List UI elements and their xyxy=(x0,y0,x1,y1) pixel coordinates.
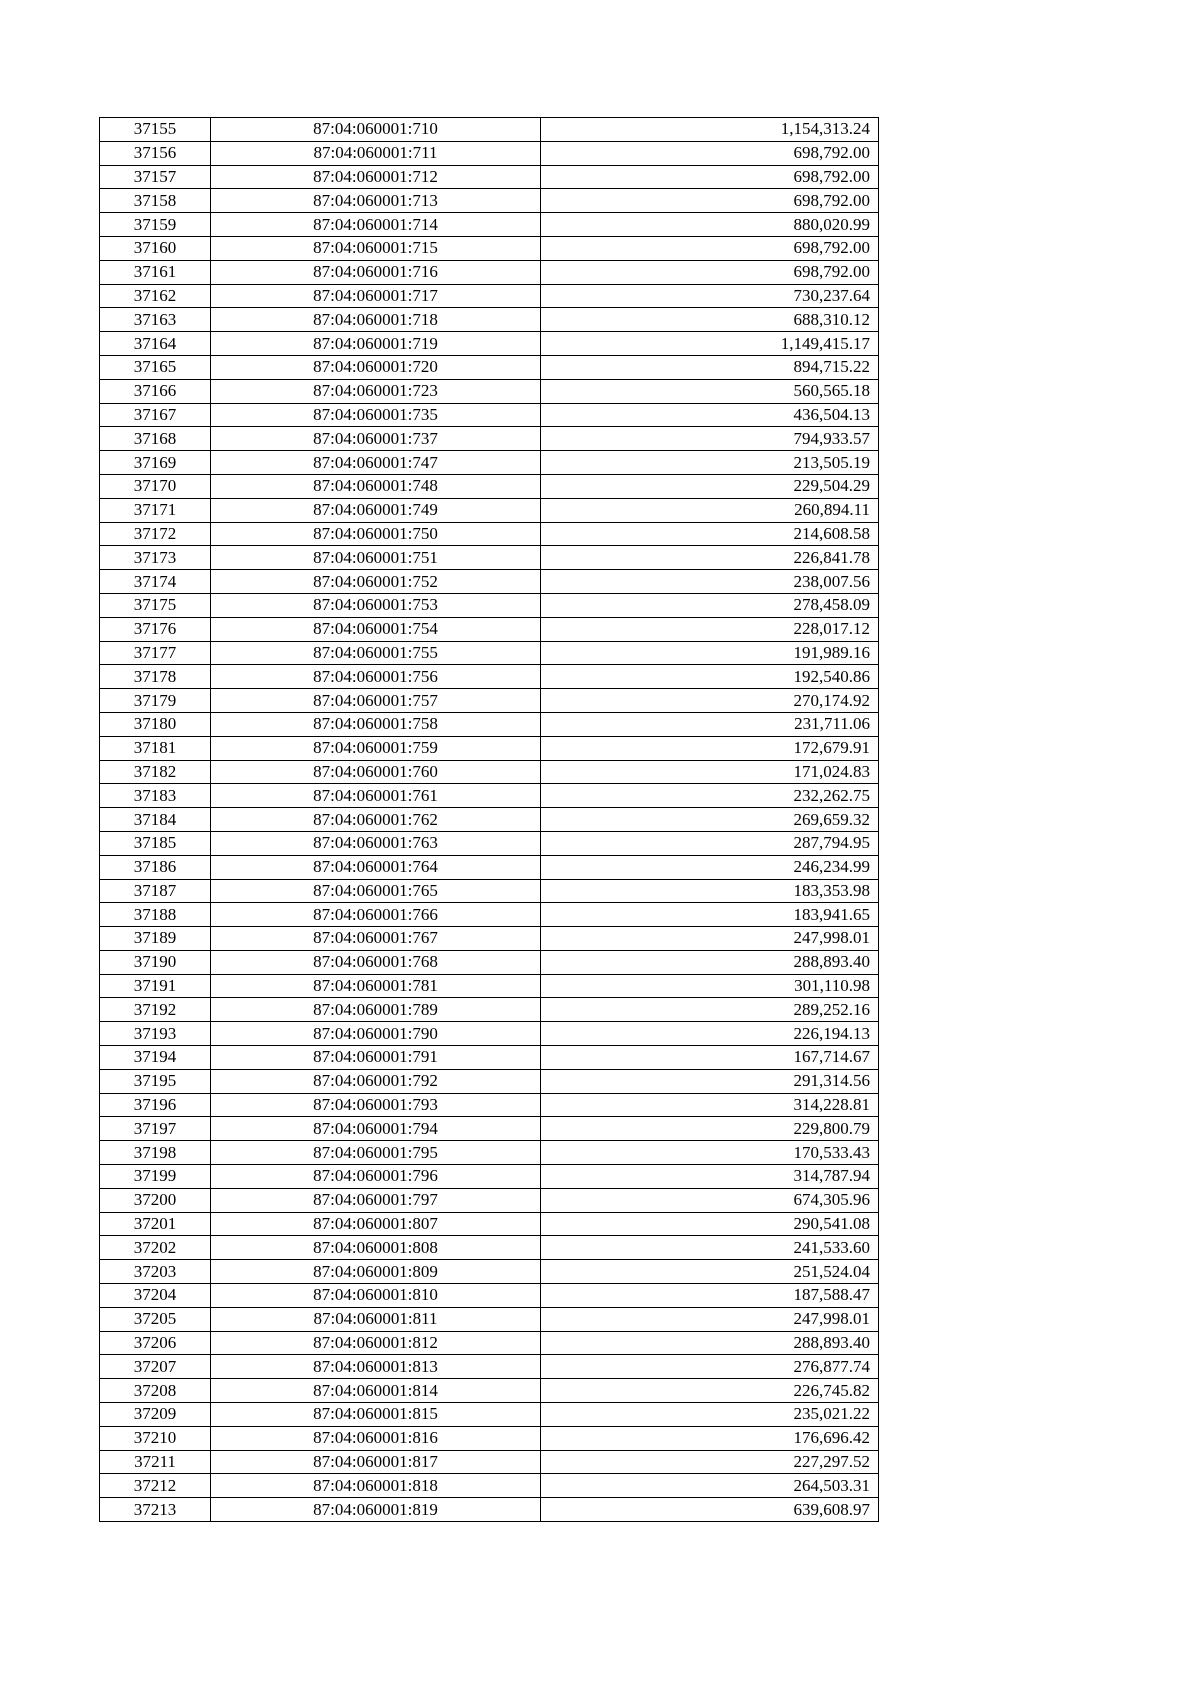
table-row xyxy=(100,1331,879,1355)
cadastral-value: 560,565.18 xyxy=(541,379,879,403)
cadastral-number: 87:04:060001:749 xyxy=(211,498,541,522)
cadastral-number: 87:04:060001:763 xyxy=(211,831,541,855)
cadastral-value: 213,505.19 xyxy=(541,451,879,475)
row-number: 37182 xyxy=(100,760,211,784)
cadastral-number: 87:04:060001:720 xyxy=(211,355,541,379)
cadastral-value: 270,174.92 xyxy=(541,689,879,713)
row-number: 37181 xyxy=(100,736,211,760)
cadastral-value: 639,608.97 xyxy=(541,1498,879,1522)
table-row xyxy=(100,1165,879,1189)
table-row xyxy=(100,474,879,498)
row-number: 37188 xyxy=(100,903,211,927)
cadastral-value: 229,504.29 xyxy=(541,474,879,498)
table-row xyxy=(100,332,879,356)
cadastral-number: 87:04:060001:711 xyxy=(211,141,541,165)
cadastral-value: 314,228.81 xyxy=(541,1093,879,1117)
table-row xyxy=(100,1307,879,1331)
row-number: 37212 xyxy=(100,1474,211,1498)
cadastral-value: 172,679.91 xyxy=(541,736,879,760)
table-row xyxy=(100,403,879,427)
table-row xyxy=(100,1236,879,1260)
cadastral-number: 87:04:060001:767 xyxy=(211,927,541,951)
table-row xyxy=(100,427,879,451)
table-body xyxy=(100,118,879,1522)
table-row xyxy=(100,903,879,927)
cadastral-number: 87:04:060001:818 xyxy=(211,1474,541,1498)
table-row xyxy=(100,689,879,713)
cadastral-number: 87:04:060001:768 xyxy=(211,950,541,974)
table-row xyxy=(100,950,879,974)
cadastral-number: 87:04:060001:791 xyxy=(211,1046,541,1070)
row-number: 37203 xyxy=(100,1260,211,1284)
row-number: 37200 xyxy=(100,1188,211,1212)
cadastral-number: 87:04:060001:811 xyxy=(211,1307,541,1331)
row-number: 37210 xyxy=(100,1426,211,1450)
row-number: 37206 xyxy=(100,1331,211,1355)
cadastral-value: 183,353.98 xyxy=(541,879,879,903)
table-row xyxy=(100,1474,879,1498)
cadastral-value: 226,841.78 xyxy=(541,546,879,570)
table-row xyxy=(100,308,879,332)
row-number: 37177 xyxy=(100,641,211,665)
table-row xyxy=(100,760,879,784)
cadastral-value: 251,524.04 xyxy=(541,1260,879,1284)
row-number: 37156 xyxy=(100,141,211,165)
table-row xyxy=(100,141,879,165)
cadastral-number: 87:04:060001:807 xyxy=(211,1212,541,1236)
cadastral-number: 87:04:060001:765 xyxy=(211,879,541,903)
cadastral-value: 269,659.32 xyxy=(541,808,879,832)
cadastral-number: 87:04:060001:735 xyxy=(211,403,541,427)
table-row xyxy=(100,189,879,213)
row-number: 37213 xyxy=(100,1498,211,1522)
table-row xyxy=(100,498,879,522)
table-row xyxy=(100,1450,879,1474)
cadastral-value: 187,588.47 xyxy=(541,1284,879,1308)
row-number: 37162 xyxy=(100,284,211,308)
cadastral-value: 170,533.43 xyxy=(541,1141,879,1165)
cadastral-number: 87:04:060001:808 xyxy=(211,1236,541,1260)
cadastral-value: 247,998.01 xyxy=(541,927,879,951)
row-number: 37175 xyxy=(100,593,211,617)
table-row xyxy=(100,1379,879,1403)
cadastral-number: 87:04:060001:753 xyxy=(211,593,541,617)
row-number: 37186 xyxy=(100,855,211,879)
row-number: 37168 xyxy=(100,427,211,451)
row-number: 37207 xyxy=(100,1355,211,1379)
cadastral-number: 87:04:060001:817 xyxy=(211,1450,541,1474)
row-number: 37180 xyxy=(100,712,211,736)
cadastral-value: 894,715.22 xyxy=(541,355,879,379)
row-number: 37159 xyxy=(100,213,211,237)
cadastral-number: 87:04:060001:789 xyxy=(211,998,541,1022)
row-number: 37183 xyxy=(100,784,211,808)
table-row xyxy=(100,1022,879,1046)
cadastral-value: 246,234.99 xyxy=(541,855,879,879)
row-number: 37205 xyxy=(100,1307,211,1331)
cadastral-value: 241,533.60 xyxy=(541,1236,879,1260)
table-row xyxy=(100,736,879,760)
cadastral-value: 231,711.06 xyxy=(541,712,879,736)
cadastral-value: 192,540.86 xyxy=(541,665,879,689)
cadastral-number: 87:04:060001:815 xyxy=(211,1403,541,1427)
table-row xyxy=(100,1498,879,1522)
cadastral-value: 227,297.52 xyxy=(541,1450,879,1474)
cadastral-number: 87:04:060001:795 xyxy=(211,1141,541,1165)
row-number: 37165 xyxy=(100,355,211,379)
table-row xyxy=(100,451,879,475)
table-row xyxy=(100,165,879,189)
cadastral-number: 87:04:060001:819 xyxy=(211,1498,541,1522)
cadastral-number: 87:04:060001:758 xyxy=(211,712,541,736)
row-number: 37191 xyxy=(100,974,211,998)
cadastral-number: 87:04:060001:748 xyxy=(211,474,541,498)
row-number: 37197 xyxy=(100,1117,211,1141)
row-number: 37155 xyxy=(100,118,211,142)
cadastral-number: 87:04:060001:737 xyxy=(211,427,541,451)
cadastral-value: 232,262.75 xyxy=(541,784,879,808)
cadastral-number: 87:04:060001:752 xyxy=(211,570,541,594)
cadastral-number: 87:04:060001:755 xyxy=(211,641,541,665)
cadastral-value: 287,794.95 xyxy=(541,831,879,855)
row-number: 37163 xyxy=(100,308,211,332)
row-number: 37199 xyxy=(100,1165,211,1189)
cadastral-value: 176,696.42 xyxy=(541,1426,879,1450)
table-row xyxy=(100,118,879,142)
cadastral-value: 289,252.16 xyxy=(541,998,879,1022)
cadastral-number: 87:04:060001:793 xyxy=(211,1093,541,1117)
cadastral-value: 238,007.56 xyxy=(541,570,879,594)
table-row xyxy=(100,593,879,617)
table-row xyxy=(100,213,879,237)
table-row xyxy=(100,1069,879,1093)
cadastral-value: 698,792.00 xyxy=(541,141,879,165)
cadastral-value: 264,503.31 xyxy=(541,1474,879,1498)
cadastral-value: 674,305.96 xyxy=(541,1188,879,1212)
cadastral-value: 291,314.56 xyxy=(541,1069,879,1093)
row-number: 37161 xyxy=(100,260,211,284)
table-row xyxy=(100,879,879,903)
cadastral-number: 87:04:060001:757 xyxy=(211,689,541,713)
row-number: 37171 xyxy=(100,498,211,522)
cadastral-value: 698,792.00 xyxy=(541,189,879,213)
table-row xyxy=(100,665,879,689)
cadastral-value: 301,110.98 xyxy=(541,974,879,998)
table-row xyxy=(100,1355,879,1379)
cadastral-number: 87:04:060001:712 xyxy=(211,165,541,189)
row-number: 37173 xyxy=(100,546,211,570)
table-row xyxy=(100,927,879,951)
cadastral-value-table xyxy=(99,117,879,1522)
table-row xyxy=(100,617,879,641)
row-number: 37208 xyxy=(100,1379,211,1403)
table-row xyxy=(100,236,879,260)
row-number: 37196 xyxy=(100,1093,211,1117)
row-number: 37170 xyxy=(100,474,211,498)
row-number: 37187 xyxy=(100,879,211,903)
row-number: 37179 xyxy=(100,689,211,713)
cadastral-number: 87:04:060001:814 xyxy=(211,1379,541,1403)
table-row xyxy=(100,1093,879,1117)
row-number: 37158 xyxy=(100,189,211,213)
table-row xyxy=(100,855,879,879)
table-row xyxy=(100,355,879,379)
row-number: 37195 xyxy=(100,1069,211,1093)
cadastral-number: 87:04:060001:790 xyxy=(211,1022,541,1046)
cadastral-number: 87:04:060001:762 xyxy=(211,808,541,832)
cadastral-number: 87:04:060001:714 xyxy=(211,213,541,237)
cadastral-value: 214,608.58 xyxy=(541,522,879,546)
row-number: 37201 xyxy=(100,1212,211,1236)
cadastral-value: 228,017.12 xyxy=(541,617,879,641)
cadastral-number: 87:04:060001:792 xyxy=(211,1069,541,1093)
cadastral-value: 730,237.64 xyxy=(541,284,879,308)
table-row xyxy=(100,284,879,308)
row-number: 37172 xyxy=(100,522,211,546)
cadastral-number: 87:04:060001:747 xyxy=(211,451,541,475)
cadastral-number: 87:04:060001:751 xyxy=(211,546,541,570)
cadastral-value: 235,021.22 xyxy=(541,1403,879,1427)
row-number: 37164 xyxy=(100,332,211,356)
cadastral-number: 87:04:060001:810 xyxy=(211,1284,541,1308)
row-number: 37166 xyxy=(100,379,211,403)
table-row xyxy=(100,641,879,665)
table-row xyxy=(100,808,879,832)
cadastral-number: 87:04:060001:760 xyxy=(211,760,541,784)
cadastral-value: 191,989.16 xyxy=(541,641,879,665)
cadastral-number: 87:04:060001:759 xyxy=(211,736,541,760)
cadastral-value: 247,998.01 xyxy=(541,1307,879,1331)
cadastral-value: 183,941.65 xyxy=(541,903,879,927)
row-number: 37178 xyxy=(100,665,211,689)
cadastral-number: 87:04:060001:797 xyxy=(211,1188,541,1212)
row-number: 37190 xyxy=(100,950,211,974)
cadastral-number: 87:04:060001:710 xyxy=(211,118,541,142)
table-row xyxy=(100,1212,879,1236)
cadastral-number: 87:04:060001:713 xyxy=(211,189,541,213)
row-number: 37157 xyxy=(100,165,211,189)
table-row xyxy=(100,522,879,546)
table-row xyxy=(100,1284,879,1308)
cadastral-value: 698,792.00 xyxy=(541,236,879,260)
row-number: 37202 xyxy=(100,1236,211,1260)
row-number: 37185 xyxy=(100,831,211,855)
row-number: 37160 xyxy=(100,236,211,260)
cadastral-value: 226,745.82 xyxy=(541,1379,879,1403)
cadastral-number: 87:04:060001:718 xyxy=(211,308,541,332)
cadastral-value: 260,894.11 xyxy=(541,498,879,522)
cadastral-number: 87:04:060001:756 xyxy=(211,665,541,689)
cadastral-number: 87:04:060001:717 xyxy=(211,284,541,308)
cadastral-number: 87:04:060001:812 xyxy=(211,1331,541,1355)
cadastral-number: 87:04:060001:715 xyxy=(211,236,541,260)
cadastral-value: 226,194.13 xyxy=(541,1022,879,1046)
row-number: 37167 xyxy=(100,403,211,427)
cadastral-number: 87:04:060001:754 xyxy=(211,617,541,641)
cadastral-value: 290,541.08 xyxy=(541,1212,879,1236)
table-row xyxy=(100,1403,879,1427)
table-row xyxy=(100,1188,879,1212)
cadastral-number: 87:04:060001:723 xyxy=(211,379,541,403)
row-number: 37204 xyxy=(100,1284,211,1308)
cadastral-number: 87:04:060001:719 xyxy=(211,332,541,356)
cadastral-number: 87:04:060001:781 xyxy=(211,974,541,998)
cadastral-value: 288,893.40 xyxy=(541,950,879,974)
cadastral-number: 87:04:060001:816 xyxy=(211,1426,541,1450)
cadastral-value: 1,149,415.17 xyxy=(541,332,879,356)
cadastral-number: 87:04:060001:761 xyxy=(211,784,541,808)
cadastral-number: 87:04:060001:716 xyxy=(211,260,541,284)
cadastral-value: 880,020.99 xyxy=(541,213,879,237)
row-number: 37211 xyxy=(100,1450,211,1474)
cadastral-number: 87:04:060001:796 xyxy=(211,1165,541,1189)
row-number: 37174 xyxy=(100,570,211,594)
cadastral-value: 698,792.00 xyxy=(541,260,879,284)
cadastral-value: 229,800.79 xyxy=(541,1117,879,1141)
row-number: 37176 xyxy=(100,617,211,641)
table-row xyxy=(100,1260,879,1284)
cadastral-value: 794,933.57 xyxy=(541,427,879,451)
table-row xyxy=(100,379,879,403)
cadastral-number: 87:04:060001:766 xyxy=(211,903,541,927)
row-number: 37184 xyxy=(100,808,211,832)
row-number: 37193 xyxy=(100,1022,211,1046)
cadastral-number: 87:04:060001:794 xyxy=(211,1117,541,1141)
cadastral-value: 1,154,313.24 xyxy=(541,118,879,142)
row-number: 37169 xyxy=(100,451,211,475)
cadastral-number: 87:04:060001:764 xyxy=(211,855,541,879)
cadastral-value: 167,714.67 xyxy=(541,1046,879,1070)
table-row xyxy=(100,998,879,1022)
row-number: 37198 xyxy=(100,1141,211,1165)
table-row xyxy=(100,1117,879,1141)
cadastral-value: 288,893.40 xyxy=(541,1331,879,1355)
table-row xyxy=(100,1426,879,1450)
cadastral-value: 436,504.13 xyxy=(541,403,879,427)
table-row xyxy=(100,546,879,570)
cadastral-number: 87:04:060001:809 xyxy=(211,1260,541,1284)
table-row xyxy=(100,570,879,594)
cadastral-value: 314,787.94 xyxy=(541,1165,879,1189)
table-row xyxy=(100,784,879,808)
row-number: 37209 xyxy=(100,1403,211,1427)
cadastral-number: 87:04:060001:813 xyxy=(211,1355,541,1379)
cadastral-value: 171,024.83 xyxy=(541,760,879,784)
table-row xyxy=(100,712,879,736)
cadastral-number: 87:04:060001:750 xyxy=(211,522,541,546)
cadastral-value: 278,458.09 xyxy=(541,593,879,617)
table-row xyxy=(100,1141,879,1165)
row-number: 37189 xyxy=(100,927,211,951)
table-row xyxy=(100,831,879,855)
table-row xyxy=(100,974,879,998)
row-number: 37192 xyxy=(100,998,211,1022)
table-row xyxy=(100,1046,879,1070)
table-row xyxy=(100,260,879,284)
cadastral-value: 276,877.74 xyxy=(541,1355,879,1379)
row-number: 37194 xyxy=(100,1046,211,1070)
cadastral-value: 698,792.00 xyxy=(541,165,879,189)
cadastral-value: 688,310.12 xyxy=(541,308,879,332)
